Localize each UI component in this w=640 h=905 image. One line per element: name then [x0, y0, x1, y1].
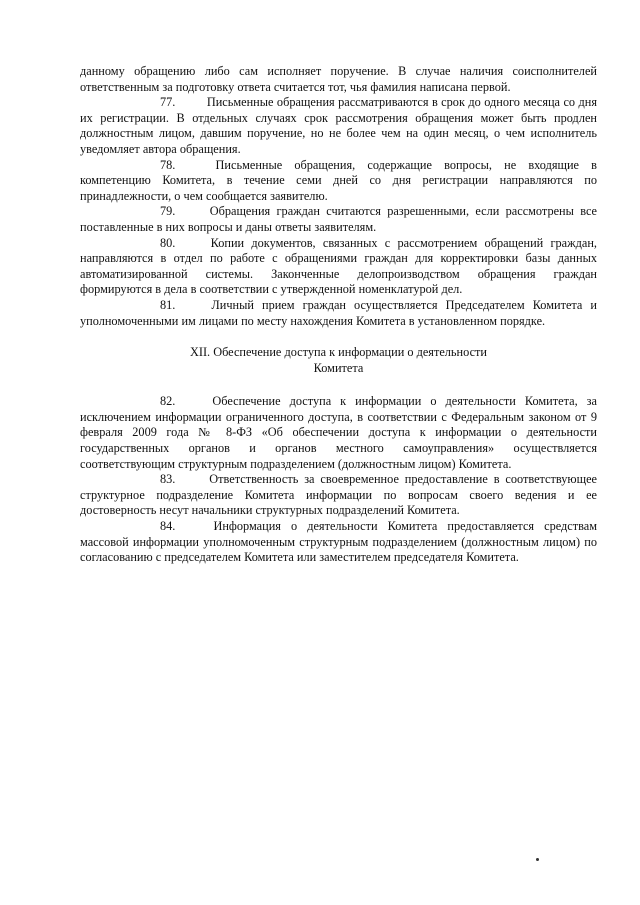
paragraph-number: 79.	[160, 204, 176, 219]
paragraph-text: Обеспечение доступа к информации о деятельности Комитета, за исключением информации ограниченного доступа, в соответствии с Федеральным законом от 9 февраля 2009 года № 8-ФЗ «Об обеспечении доступа к информации о деятельности государственных органов и органов местного самоуправления» осуществляется соответствующим структурным подразделением (должностным лицом) Комитета.	[80, 394, 597, 471]
paragraph-80	[80, 236, 597, 298]
section-title-line: Комитета	[313, 360, 364, 375]
section-title-line: XII. Обеспечение доступа к информации о деятельности	[189, 345, 487, 360]
paragraph-number: 78.	[160, 157, 176, 172]
paragraph-78	[80, 158, 597, 205]
paragraph-number: 81.	[160, 297, 176, 312]
paragraph-number: 83.	[160, 472, 176, 487]
paragraph-79	[80, 204, 597, 235]
paragraph-84	[80, 519, 597, 566]
paragraph-81	[80, 298, 597, 329]
paragraph-text: Информация о деятельности Комитета предоставляется средствам массовой информации уполномоченным структурным подразделением (должностным лицом) по согласованию с председателем Комитета или заместителем председателя Комитета.	[80, 519, 597, 565]
paragraph-continuation	[80, 64, 597, 95]
paragraph-number: 77.	[160, 95, 176, 110]
paragraph-number: 80.	[160, 235, 176, 250]
paragraph-number: 84.	[160, 519, 176, 534]
paragraph-number: 82.	[160, 394, 176, 409]
scan-speck	[536, 858, 539, 861]
paragraph-text: Ответственность за своевременное предоставление в соответствующее структурное подразделение Комитета информации по вопросам своего ведения и ее достоверность несут начальники структурных подразделений Комитета.	[80, 472, 597, 518]
paragraph-83	[80, 472, 597, 519]
paragraph-text: Письменные обращения рассматриваются в срок до одного месяца со дня их регистрации. В отдельных случаях срок рассмотрения обращения может быть продлен должностным лицом, давшим поручение, но не более чем на один месяц, о чем исполнитель уведомляет автора обращения.	[80, 95, 598, 156]
paragraph-text: Личный прием граждан осуществляется Председателем Комитета и уполномоченными им лицами по месту нахождения Комитета в установленном порядке.	[80, 297, 598, 328]
document-body	[80, 64, 597, 566]
paragraph-77	[80, 95, 597, 157]
paragraph-text: Копии документов, связанных с рассмотрением обращений граждан, направляются в отдел по работе с обращениями граждан для корректировки базы данных автоматизированной системы. Законченные делопроизводством обращения граждан формируются в дела в соответствии с утвержденной номенклатурой дел.	[80, 235, 597, 297]
section-title	[80, 345, 597, 376]
paragraph-text: данному обращению либо сам исполняет поручение. В случае наличия соисполнителей ответственным за подготовку ответа считается тот, чья фамилия написана первой.	[80, 64, 597, 94]
paragraph-text: Письменные обращения, содержащие вопросы, не входящие в компетенцию Комитета, в течение семи дней со дня регистрации направляются по принадлежности, о чем сообщается заявителю.	[80, 157, 597, 203]
paragraph-text: Обращения граждан считаются разрешенными, если рассмотрены все поставленные в них вопросы и даны ответы заявителям.	[80, 204, 598, 234]
paragraph-82	[80, 394, 597, 472]
